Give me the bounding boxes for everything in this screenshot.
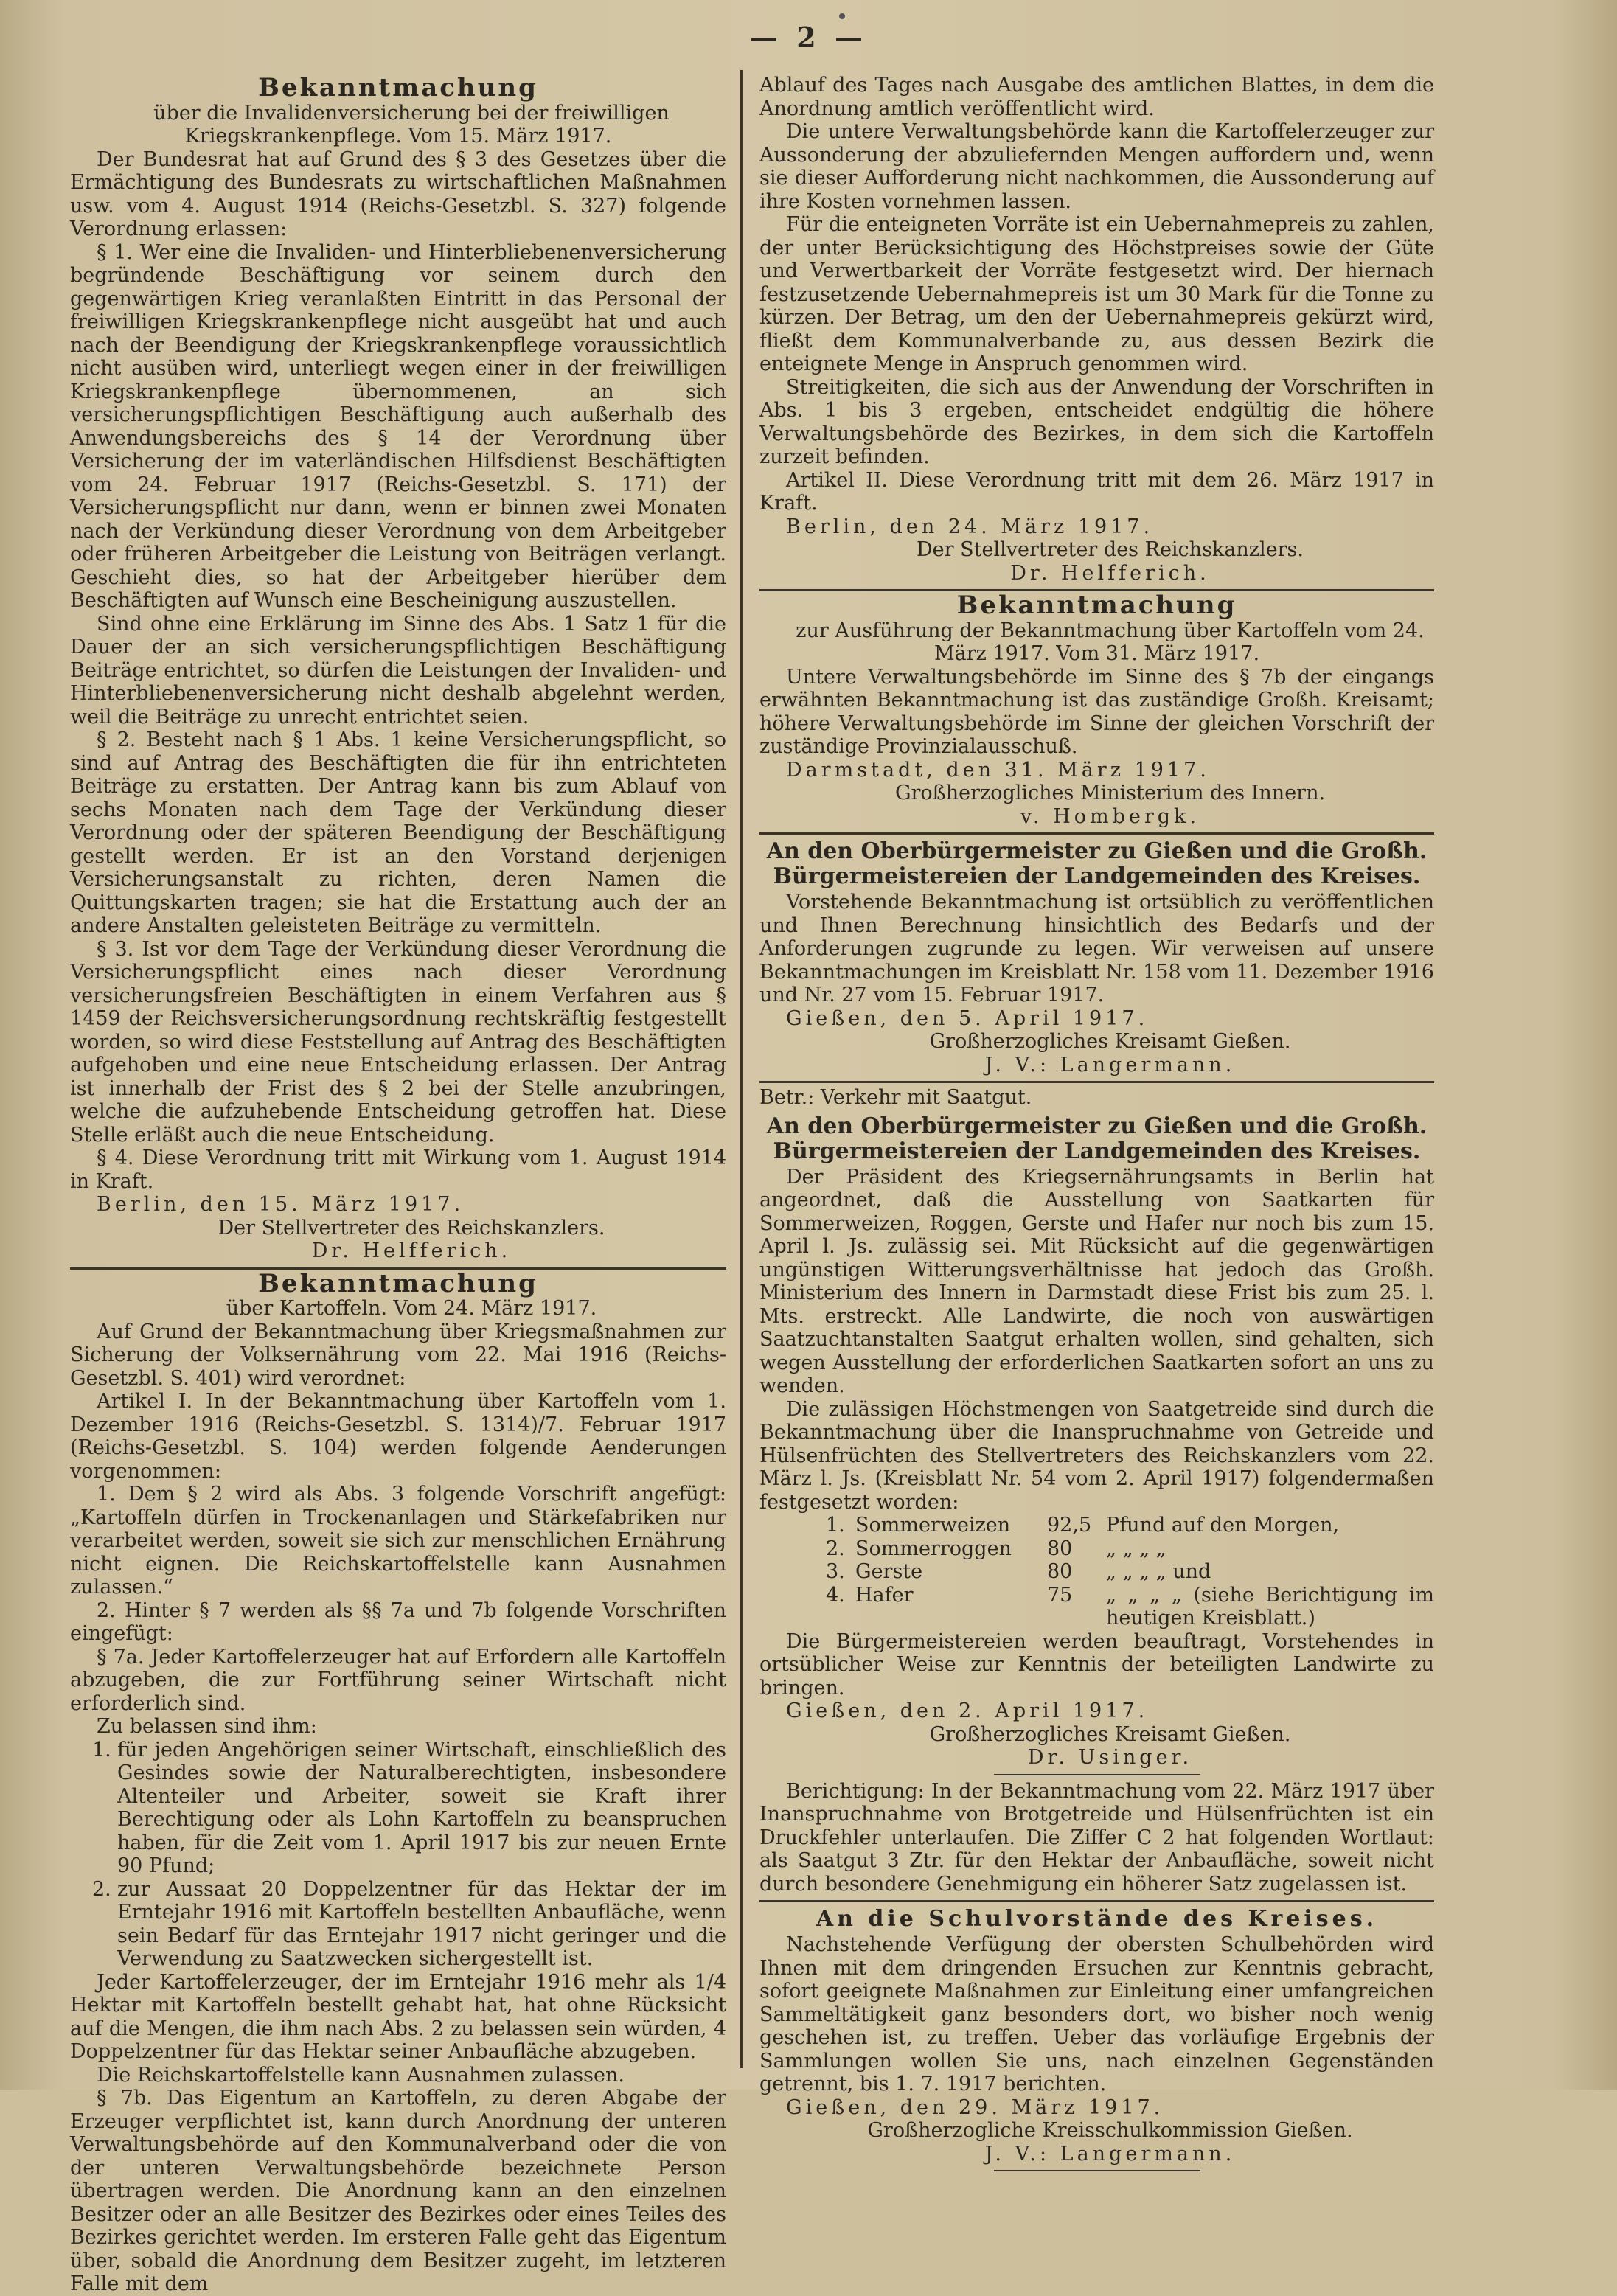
article-title: Bekanntmachung	[956, 591, 1237, 620]
signature-name: Dr. Helfferich.	[311, 1239, 512, 1262]
column-divider	[740, 70, 743, 2068]
table-cell: 4.	[826, 1583, 845, 1607]
table-row	[826, 1584, 1434, 1630]
paragraph: Artikel II. Diese Verordnung tritt mit dem 26. März 1917 in Kraft.	[759, 468, 1434, 515]
paragraph: Für die enteigneten Vorräte ist ein Uebernahmepreis zu zahlen, der unter Berücksichtigung des Höchstpreises sowie der Güte und Verwertbarkeit der Vorräte festgesetzt wird. Der hiernach festzusetzende Uebernahmepreis ist um 30 Mark für die Tonne zu kürzen. Der Betrag, um den der Uebernahmepreis gekürzt wird, fließt dem Kommunalverbande zu, aus dessen Bezirk die enteignete Menge in Anspruch genommen wird.	[759, 213, 1434, 375]
table-cell: 80	[1047, 1537, 1073, 1560]
dateline: Gießen, den 29. März 1917.	[786, 2095, 1164, 2119]
left-column	[70, 73, 726, 2295]
paragraph: Auf Grund der Bekanntmachung über Kriegsmaßnahmen zur Sicherung der Volksernährung vom 22. Mai 1916 (Reichs-Gesetzbl. S. 401) wird verordnet:	[70, 1320, 726, 1390]
article-title: An den Oberbürgermeister zu Gießen und die Großh. Bürgermeistereien der Landgemeinden des Kreises.	[766, 1113, 1428, 1164]
table-cell: 2.	[826, 1537, 845, 1560]
article-subtitle: über Kartoffeln. Vom 24. März 1917.	[226, 1297, 597, 1320]
table-cell: Pfund auf den Morgen,	[1106, 1514, 1340, 1537]
paragraph: Sind ohne eine Erklärung im Sinne des Abs. 1 Satz 1 für die Dauer der an sich versicherungspflichtigen Beschäftigung Beiträge entrichtet, so dürfen die Leistungen der Invaliden- und Hinterbliebenenversicherung nicht deshalb abgelehnt werden, weil die Beiträge zu unrecht entrichtet seien.	[70, 612, 726, 728]
paragraph: Nachstehende Verfügung der obersten Schulbehörden wird Ihnen mit dem dringenden Ersuchen zur Kenntnis gebracht, sofort geeignete Maßnahmen zur Einleitung einer umfangreichen Sammeltätigkeit ganz besonders dort, wo bisher noch wenig geschehen ist, zu treffen. Ueber das vorläufige Ergebnis der Sammlungen wollen Sie uns, nach einzelnen Gegenständen getrennt, bis 1. 7. 1917 berichten.	[759, 1933, 1434, 2095]
table-cell: „ „ „ „ und	[1106, 1560, 1211, 1583]
paragraph: Der Bundesrat hat auf Grund des § 3 des Gesetzes über die Ermächtigung des Bundesrats zu wirtschaftlichen Maßnahmen usw. vom 4. August 1914 (Reichs-Gesetzbl. S. 327) folgende Verordnung erlassen:	[70, 147, 726, 240]
table-cell: Sommerweizen	[855, 1514, 1011, 1537]
paragraph: Artikel I. In der Bekanntmachung über Kartoffeln vom 1. Dezember 1916 (Reichs-Gesetzbl. S. 1314)/7. Februar 1917 (Reichs-Gesetzbl. S. 104) werden folgende Aenderungen vorgenommen:	[70, 1390, 726, 1483]
allowance-list	[92, 1739, 726, 1971]
paragraph: Ablauf des Tages nach Ausgabe des amtlichen Blattes, in dem die Anordnung amtlich veröffentlicht wird.	[759, 74, 1434, 120]
signature-title: Der Stellvertreter des Reichskanzlers.	[218, 1216, 605, 1239]
dateline: Gießen, den 2. April 1917.	[786, 1700, 1149, 1722]
dateline: Berlin, den 15. März 1917.	[97, 1193, 465, 1216]
signature-name: v. Hombergk.	[1020, 804, 1200, 828]
dateline: Gießen, den 5. April 1917.	[786, 1006, 1149, 1030]
table-cell: Gerste	[855, 1560, 923, 1583]
table-row	[826, 1537, 1434, 1561]
correction-notice: Berichtigung: In der Bekanntmachung vom 22. März 1917 über Inanspruchnahme von Brotgetreide und Hülsenfrüchten ist ein Druckfehler unterlaufen. Die Ziffer C 2 hat folgenden Wortlaut: als Saatgut 3 Ztr. für den Hektar der Anbaufläche, soweit nicht durch besondere Genehmigung ein höherer Satz zugelassen ist.	[759, 1779, 1434, 1896]
table-cell: Hafer	[855, 1583, 914, 1607]
page-number: — 2 —	[750, 21, 867, 54]
separator	[994, 1774, 1200, 1775]
paragraph: Die Reichskartoffelstelle kann Ausnahmen zulassen.	[97, 2063, 625, 2087]
signature-name: J. V.: Langermann.	[984, 1053, 1236, 1076]
list-item: 1. für jeden Angehörigen seiner Wirtschaft, einschließlich des Gesindes sowie der Naturalberechtigten, insbesondere Altenteiler und Arbeiter, soweit sie Kraft ihrer Berechtigung oder als Lohn Kartoffeln zu beanspruchen haben, für die Zeit vom 1. April 1917 bis zur neuen Ernte 90 Pfund;	[92, 1738, 726, 1877]
ink-spot	[839, 13, 845, 19]
paragraph: § 7b. Das Eigentum an Kartoffeln, zu deren Abgabe der Erzeuger verpflichtet ist, kann durch Anordnung der unteren Verwaltungsbehörde auf den Kommunalverband oder die von der unteren Verwaltungsbehörde bezeichnete Person übertragen werden. Die Anordnung kann an den einzelnen Besitzer oder an alle Besitzer des Bezirkes oder eines Teiles des Bezirkes gerichtet werden. Im ersteren Falle geht das Eigentum über, sobald die Anordnung dem Besitzer zugeht, im letzteren Falle mit dem	[70, 2087, 726, 2295]
signature-name: Dr. Usinger.	[1027, 1746, 1193, 1769]
signature-title: Großherzogliches Kreisamt Gießen.	[929, 1722, 1291, 1746]
table-row	[826, 1560, 1434, 1584]
article-title: An den Oberbürgermeister zu Gießen und die Großh. Bürgermeistereien der Landgemeinden des Kreises.	[766, 838, 1428, 889]
signature-title: Großherzogliches Ministerium des Innern.	[894, 782, 1326, 804]
article-title: An die Schulvorstände des Kreises.	[816, 1906, 1378, 1932]
table-cell: 80	[1047, 1560, 1073, 1583]
table-cell: 1.	[826, 1514, 845, 1537]
paragraph: Die untere Verwaltungsbehörde kann die Kartoffelerzeuger zur Aussonderung der abzuliefernden Mengen auffordern und, wenn sie dieser Aufforderung nicht nachkommen, die Aussonderung auf ihre Kosten vornehmen lassen.	[759, 120, 1434, 213]
table-cell: „ „ „ „ (siehe Berichtigung im heutigen Kreisblatt.)	[1106, 1583, 1434, 1629]
paragraph: Die zulässigen Höchstmengen von Saatgetreide sind durch die Bekanntmachung über die Inanspruchnahme von Getreide und Hülsenfrüchten des Stellvertreters des Reichskanzlers vom 22. März l. Js. (Kreisblatt Nr. 54 vom 2. April 1917) folgendermaßen festgesetzt worden:	[759, 1397, 1434, 1514]
table-cell: 75	[1047, 1583, 1073, 1607]
separator	[759, 832, 1434, 835]
article-subtitle: über die Invalidenversicherung bei der freiwilligen Kriegskrankenpflege. Vom 15. März 1917.	[153, 101, 670, 147]
signature-title: Großherzogliche Kreisschulkommission Gießen.	[867, 2119, 1353, 2142]
table-cell: Sommerroggen	[855, 1537, 1012, 1560]
table-cell: „ „ „ „	[1106, 1537, 1166, 1560]
paragraph: § 3. Ist vor dem Tage der Verkündung dieser Verordnung die Versicherungspflicht eines nach dieser Verordnung versicherungsfreien Beschäftigten in einem Verfahren aus § 1459 der Reichsversicherungsordnung rechtskräftig festgestellt worden, so wird diese Feststellung auf Antrag des Beschäftigten aufgehoben und eine neue Entscheidung erlassen. Der Antrag ist innerhalb der Frist des § 2 bei der Stelle anzubringen, welche die aufzuhebende Entscheidung getroffen hat. Diese Stelle erläßt auch die neue Entscheidung.	[70, 937, 726, 1147]
separator	[994, 2170, 1200, 2171]
table-row	[826, 1514, 1434, 1537]
signature-title: Der Stellvertreter des Reichskanzlers.	[917, 538, 1304, 561]
signature-name: Dr. Helfferich.	[1010, 561, 1210, 585]
table-cell: 92,5	[1047, 1514, 1092, 1537]
paragraph: § 7a. Jeder Kartoffelerzeuger hat auf Erfordern alle Kartoffeln abzugeben, die zur Fortführung seiner Wirtschaft nicht erforderlich sind.	[70, 1645, 726, 1715]
paragraph: Vorstehende Bekanntmachung ist ortsüblich zu veröffentlichen und Ihnen Berechnung hinsichtlich des Bedarfs und der Anforderungen zugrunde zu legen. Wir verweisen auf unsere Bekanntmachungen im Kreisblatt Nr. 158 vom 11. Dezember 1916 und Nr. 27 vom 15. Februar 1917.	[759, 891, 1434, 1006]
paragraph: § 4. Diese Verordnung tritt mit Wirkung vom 1. August 1914 in Kraft.	[70, 1147, 726, 1193]
separator	[759, 1081, 1434, 1083]
paragraph: Zu belassen sind ihm:	[97, 1715, 317, 1738]
paragraph: Untere Verwaltungsbehörde im Sinne des § 7b der eingangs erwähnten Bekanntmachung ist das zuständige Großh. Kreisamt; höhere Verwaltungsbehörde im Sinne der gleichen Vorschrift der zuständige Provinzialausschuß.	[759, 665, 1434, 758]
table-cell: 3.	[826, 1560, 845, 1583]
signature-title: Großherzogliches Kreisamt Gießen.	[929, 1030, 1291, 1053]
paragraph: Die Bürgermeistereien werden beauftragt, Vorstehendes in ortsüblicher Weise zur Kenntnis der beteiligten Landwirte zu bringen.	[759, 1629, 1434, 1700]
list-item: 2. zur Aussaat 20 Doppelzentner für das Hektar der im Erntejahr 1916 mit Kartoffeln bestellten Anbaufläche, wenn sein Bedarf für das Erntejahr 1917 nicht geringer und die Verwendung zu Saatzwecken sichergestellt ist.	[92, 1877, 726, 1970]
paragraph: 1. Dem § 2 wird als Abs. 3 folgende Vorschrift angefügt: „Kartoffeln dürfen in Trockenanlagen und Stärkefabriken nur verarbeitet werden, soweit sie sich zur menschlichen Ernährung nicht eignen. Die Reichskartoffelstelle kann Ausnahmen zulassen.“	[70, 1483, 726, 1598]
signature-name: J. V.: Langermann.	[984, 2142, 1236, 2165]
paragraph: Der Präsident des Kriegsernährungsamts in Berlin hat angeordnet, daß die Ausstellung von Saatkarten für Sommerweizen, Roggen, Gerste und Hafer nur noch bis zum 15. April l. Js. zulässig sei. Mit Rücksicht auf die gegenwärtigen ungünstigen Witterungsverhältnisse hat jedoch das Großh. Ministerium des Innern in Darmstadt diese Frist bis zum 25. l. Mts. erstreckt. Alle Landwirte, die noch von auswärtigen Saatzuchtanstalten Saatgut erhalten wollen, sind gehalten, sich wegen Ausstellung der erforderlichen Saatkarten sofort an uns zu wenden.	[759, 1165, 1434, 1397]
separator	[759, 1900, 1434, 1902]
paragraph: Streitigkeiten, die sich aus der Anwendung der Vorschriften in Abs. 1 bis 3 ergeben, entscheidet endgültig die höhere Verwaltungsbehörde des Bezirkes, in dem sich die Kartoffeln zurzeit befinden.	[759, 375, 1434, 468]
subject-line: Betr.: Verkehr mit Saatgut.	[759, 1086, 1032, 1109]
paragraph: § 1. Wer eine die Invaliden- und Hinterbliebenenversicherung begründende Beschäftigung vor seinem durch den gegenwärtigen Krieg veranlaßten Eintritt in das Personal der freiwilligen Kriegskrankenpflege nicht ausgeübt hat und auch nach der Beendigung der Kriegskrankenpflege voraussichtlich nicht ausüben wird, unterliegt wegen einer in der freiwilligen Kriegskrankenpflege übernommenen, an sich versicherungspflichtigen Beschäftigung auch außerhalb des Anwendungsbereichs des § 14 der Verordnung über Versicherung der im vaterländischen Hilfsdienst Beschäftigten vom 24. Februar 1917 (Reichs-Gesetzbl. S. 171) der Versicherungspflicht nur dann, wenn er binnen zwei Monaten nach der Verkündung dieser Verordnung von dem Arbeitgeber oder früheren Arbeitgeber die Leistung von Beiträgen verlangt. Geschieht dies, so hat der Arbeitgeber hierüber dem Beschäftigten auf Wunsch eine Bescheinigung auszustellen.	[70, 240, 726, 612]
seed-quantity-table	[759, 1514, 1434, 1630]
dateline: Darmstadt, den 31. März 1917.	[786, 758, 1210, 782]
right-column	[759, 74, 1434, 2165]
paragraph: § 2. Besteht nach § 1 Abs. 1 keine Versicherungspflicht, so sind auf Antrag des Beschäftigten die für ihn entrichteten Beiträge zu erstatten. Der Antrag kann bis zum Ablauf von sechs Monaten nach dem Tage der Verkündung dieser Verordnung oder der späteren Beendigung der Beschäftigung gestellt werden. Er ist an den Vorstand derjenigen Versicherungsanstalt zu richten, deren Namen die Quittungskarten tragen; sie hat die Erstattung auch der an andere Anstalten geleisteten Beiträge zu vermitteln.	[70, 728, 726, 937]
article-title: Bekanntmachung	[258, 1268, 538, 1298]
paragraph: 2. Hinter § 7 werden als §§ 7a und 7b folgende Vorschriften eingefügt:	[70, 1598, 726, 1645]
dateline: Berlin, den 24. März 1917.	[786, 515, 1154, 538]
article-subtitle: zur Ausführung der Bekanntmachung über Kartoffeln vom 24. März 1917. Vom 31. März 1917.	[796, 619, 1425, 665]
article-title: Bekanntmachung	[258, 73, 538, 102]
paragraph: Jeder Kartoffelerzeuger, der im Erntejahr 1916 mehr als 1/4 Hektar mit Kartoffeln bestellt gehabt hat, hat ohne Rücksicht auf die Mengen, die ihm nach Abs. 2 zu belassen sein würden, 4 Doppelzentner für das Hektar seiner Anbaufläche abzugeben.	[70, 1970, 726, 2063]
